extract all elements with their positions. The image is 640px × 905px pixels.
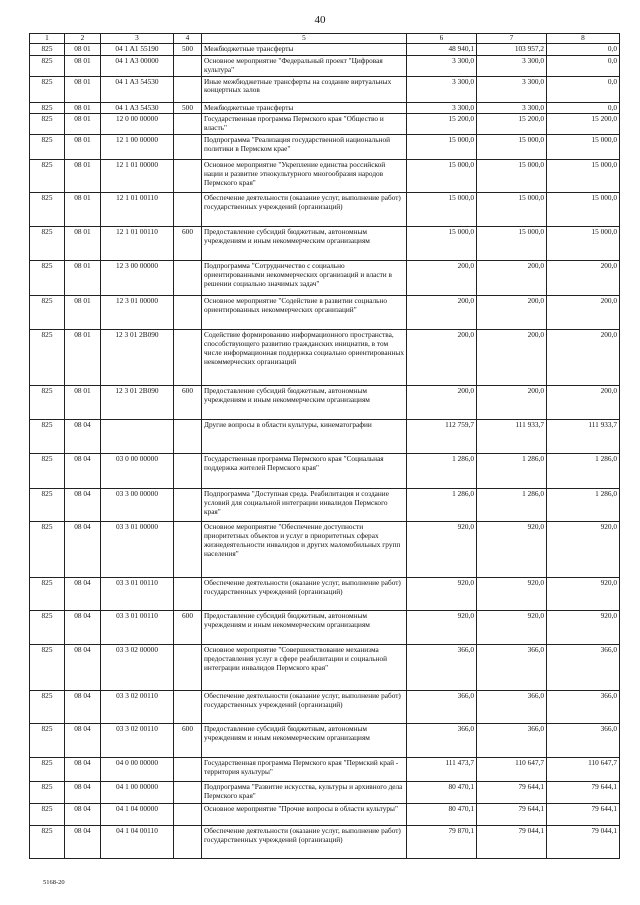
cell-amount-6: 920,0 (407, 522, 477, 578)
cell-amount-6: 15 000,0 (407, 135, 477, 160)
cell-target-article: 12 1 01 00110 (101, 193, 174, 227)
cell-ministry-code: 825 (30, 758, 65, 782)
cell-amount-7: 3 300,0 (477, 55, 547, 76)
cell-amount-8: 200,0 (547, 386, 620, 420)
cell-target-article: 03 3 02 00000 (101, 645, 174, 691)
footer-code: 5168-20 (43, 879, 65, 886)
cell-amount-6: 200,0 (407, 296, 477, 330)
cell-section-code: 08 04 (65, 489, 101, 522)
cell-amount-7: 15 000,0 (477, 227, 547, 261)
table-row (30, 611, 620, 645)
cell-target-article: 03 3 00 00000 (101, 489, 174, 522)
cell-section-code: 08 01 (65, 386, 101, 420)
cell-amount-6: 3 300,0 (407, 76, 477, 102)
cell-target-article: 04 1 04 00110 (101, 826, 174, 859)
cell-name: Основное мероприятие "Прочие вопросы в области культуры" (202, 804, 407, 826)
cell-name: Обеспечение деятельности (оказание услуг, выполнение работ) государственных учреждений (организаций) (202, 826, 407, 859)
cell-amount-7: 200,0 (477, 261, 547, 296)
cell-name: Другие вопросы в области культуры, кинематографии (202, 420, 407, 454)
cell-ministry-code: 825 (30, 296, 65, 330)
cell-target-article: 03 3 02 00110 (101, 691, 174, 724)
cell-amount-7: 920,0 (477, 611, 547, 645)
column-header: 1 (30, 34, 65, 44)
cell-target-article: 03 3 01 00110 (101, 578, 174, 611)
column-header: 2 (65, 34, 101, 44)
cell-amount-7: 1 286,0 (477, 489, 547, 522)
cell-amount-8: 366,0 (547, 645, 620, 691)
cell-amount-7: 366,0 (477, 691, 547, 724)
cell-amount-8: 79 644,1 (547, 782, 620, 804)
table-row (30, 43, 620, 55)
cell-expense-type: 600 (174, 386, 202, 420)
cell-amount-8: 15 200,0 (547, 114, 620, 135)
cell-amount-7: 15 000,0 (477, 160, 547, 193)
cell-target-article: 03 0 00 00000 (101, 454, 174, 489)
cell-target-article: 12 3 01 2B090 (101, 386, 174, 420)
cell-amount-6: 366,0 (407, 691, 477, 724)
cell-ministry-code: 825 (30, 578, 65, 611)
column-header: 7 (477, 34, 547, 44)
cell-expense-type (174, 489, 202, 522)
cell-ministry-code: 825 (30, 420, 65, 454)
cell-name: Обеспечение деятельности (оказание услуг, выполнение работ) государственных учреждений (организаций) (202, 193, 407, 227)
cell-target-article: 12 3 01 00000 (101, 296, 174, 330)
cell-amount-7: 366,0 (477, 724, 547, 758)
table-body (30, 43, 620, 858)
table-row (30, 522, 620, 578)
cell-amount-8: 366,0 (547, 724, 620, 758)
cell-target-article: 04 1 A3 54530 (101, 76, 174, 102)
table-row (30, 724, 620, 758)
cell-expense-type (174, 758, 202, 782)
cell-ministry-code: 825 (30, 261, 65, 296)
cell-amount-6: 1 286,0 (407, 454, 477, 489)
cell-section-code: 08 01 (65, 55, 101, 76)
cell-expense-type (174, 420, 202, 454)
cell-target-article: 04 1 00 00000 (101, 782, 174, 804)
cell-amount-8: 920,0 (547, 578, 620, 611)
cell-ministry-code: 825 (30, 804, 65, 826)
cell-section-code: 08 01 (65, 43, 101, 55)
cell-name: Межбюджетные трансферты (202, 43, 407, 55)
cell-amount-8: 79 044,1 (547, 826, 620, 859)
cell-section-code: 08 04 (65, 826, 101, 859)
cell-ministry-code: 825 (30, 826, 65, 859)
cell-ministry-code: 825 (30, 114, 65, 135)
cell-amount-8: 15 000,0 (547, 193, 620, 227)
cell-ministry-code: 825 (30, 227, 65, 261)
column-header: 5 (202, 34, 407, 44)
cell-expense-type: 500 (174, 43, 202, 55)
cell-amount-6: 3 300,0 (407, 55, 477, 76)
cell-ministry-code: 825 (30, 489, 65, 522)
cell-ministry-code: 825 (30, 386, 65, 420)
cell-ministry-code: 825 (30, 330, 65, 386)
cell-amount-7: 79 044,1 (477, 826, 547, 859)
table-row (30, 55, 620, 76)
cell-amount-7: 3 300,0 (477, 102, 547, 114)
cell-target-article: 12 0 00 00000 (101, 114, 174, 135)
cell-amount-6: 80 470,1 (407, 804, 477, 826)
cell-target-article: 04 1 A3 54530 (101, 102, 174, 114)
cell-ministry-code: 825 (30, 454, 65, 489)
cell-ministry-code: 825 (30, 76, 65, 102)
cell-amount-6: 15 000,0 (407, 160, 477, 193)
cell-target-article (101, 420, 174, 454)
cell-amount-8: 920,0 (547, 611, 620, 645)
table-row (30, 261, 620, 296)
cell-name: Подпрограмма "Развитие искусства, культуры и архивного дела Пермского края" (202, 782, 407, 804)
cell-amount-8: 200,0 (547, 330, 620, 386)
cell-amount-8: 111 933,7 (547, 420, 620, 454)
cell-name: Основное мероприятие "Укрепление единства российской нации и развитие этнокультурного многообразия народов Пермского края" (202, 160, 407, 193)
cell-amount-8: 366,0 (547, 691, 620, 724)
cell-expense-type: 600 (174, 724, 202, 758)
cell-amount-7: 920,0 (477, 522, 547, 578)
cell-name: Государственная программа Пермского края "Социальная поддержка жителей Пермского края" (202, 454, 407, 489)
cell-target-article: 12 3 00 00000 (101, 261, 174, 296)
cell-name: Основное мероприятие "Содействие в развитии социально ориентированных некоммерческих организаций" (202, 296, 407, 330)
column-header: 4 (174, 34, 202, 44)
cell-section-code: 08 04 (65, 724, 101, 758)
table-row (30, 193, 620, 227)
cell-section-code: 08 01 (65, 193, 101, 227)
cell-amount-7: 366,0 (477, 645, 547, 691)
cell-section-code: 08 04 (65, 645, 101, 691)
cell-amount-6: 15 000,0 (407, 227, 477, 261)
cell-amount-7: 920,0 (477, 578, 547, 611)
cell-expense-type (174, 578, 202, 611)
table-row (30, 420, 620, 454)
cell-expense-type (174, 261, 202, 296)
cell-target-article: 03 3 01 00110 (101, 611, 174, 645)
cell-section-code: 08 01 (65, 227, 101, 261)
cell-expense-type (174, 782, 202, 804)
cell-expense-type (174, 691, 202, 724)
cell-amount-8: 0,0 (547, 43, 620, 55)
cell-ministry-code: 825 (30, 102, 65, 114)
cell-amount-8: 0,0 (547, 55, 620, 76)
cell-amount-7: 200,0 (477, 330, 547, 386)
cell-amount-6: 1 286,0 (407, 489, 477, 522)
cell-name: Основное мероприятие "Федеральный проект "Цифровая культура" (202, 55, 407, 76)
cell-section-code: 08 04 (65, 691, 101, 724)
cell-expense-type: 500 (174, 102, 202, 114)
table-row (30, 386, 620, 420)
cell-name: Государственная программа Пермского края "Общество и власть" (202, 114, 407, 135)
cell-section-code: 08 01 (65, 330, 101, 386)
cell-name: Предоставление субсидий бюджетным, автономным учреждениям и иным некоммерческим организациям (202, 724, 407, 758)
table-row (30, 489, 620, 522)
cell-section-code: 08 01 (65, 114, 101, 135)
cell-amount-6: 112 759,7 (407, 420, 477, 454)
cell-name: Подпрограмма "Доступная среда. Реабилитация и создание условий для социальной интеграции инвалидов Пермского края" (202, 489, 407, 522)
cell-amount-6: 920,0 (407, 611, 477, 645)
cell-target-article: 04 1 A3 00000 (101, 55, 174, 76)
cell-target-article: 12 3 01 2B090 (101, 330, 174, 386)
page-number: 40 (314, 14, 326, 26)
table-row (30, 296, 620, 330)
table-row (30, 160, 620, 193)
cell-amount-6: 79 870,1 (407, 826, 477, 859)
cell-expense-type: 600 (174, 227, 202, 261)
table-row (30, 227, 620, 261)
cell-section-code: 08 01 (65, 102, 101, 114)
cell-target-article: 03 3 02 00110 (101, 724, 174, 758)
table-row (30, 578, 620, 611)
cell-expense-type (174, 454, 202, 489)
cell-section-code: 08 04 (65, 804, 101, 826)
table-row (30, 114, 620, 135)
cell-expense-type (174, 135, 202, 160)
cell-amount-7: 15 000,0 (477, 135, 547, 160)
cell-amount-8: 0,0 (547, 102, 620, 114)
cell-ministry-code: 825 (30, 645, 65, 691)
cell-amount-8: 79 644,1 (547, 804, 620, 826)
cell-amount-8: 200,0 (547, 296, 620, 330)
cell-name: Обеспечение деятельности (оказание услуг, выполнение работ) государственных учреждений (организаций) (202, 691, 407, 724)
cell-target-article: 12 1 00 00000 (101, 135, 174, 160)
cell-section-code: 08 01 (65, 135, 101, 160)
cell-amount-6: 200,0 (407, 330, 477, 386)
cell-expense-type (174, 76, 202, 102)
cell-ministry-code: 825 (30, 55, 65, 76)
cell-target-article: 04 0 00 00000 (101, 758, 174, 782)
cell-section-code: 08 04 (65, 611, 101, 645)
cell-section-code: 08 04 (65, 454, 101, 489)
cell-target-article: 04 1 04 00000 (101, 804, 174, 826)
cell-amount-6: 366,0 (407, 724, 477, 758)
cell-amount-6: 366,0 (407, 645, 477, 691)
column-header: 8 (547, 34, 620, 44)
cell-target-article: 04 1 A1 55190 (101, 43, 174, 55)
cell-section-code: 08 04 (65, 578, 101, 611)
cell-ministry-code: 825 (30, 160, 65, 193)
cell-name: Государственная программа Пермского края "Пермский край - территория культуры" (202, 758, 407, 782)
cell-amount-8: 15 000,0 (547, 160, 620, 193)
cell-amount-7: 15 200,0 (477, 114, 547, 135)
cell-expense-type (174, 804, 202, 826)
cell-amount-7: 1 286,0 (477, 454, 547, 489)
cell-amount-8: 200,0 (547, 261, 620, 296)
cell-name: Подпрограмма "Реализация государственной национальной политики в Пермском крае" (202, 135, 407, 160)
cell-expense-type (174, 826, 202, 859)
cell-name: Содействие формированию информационного пространства, способствующего развитию гражданских инициатив, в том числе информационная поддержка социально ориентированных некоммерческих организаций (202, 330, 407, 386)
cell-section-code: 08 01 (65, 76, 101, 102)
cell-section-code: 08 01 (65, 261, 101, 296)
table-row (30, 804, 620, 826)
cell-amount-8: 15 000,0 (547, 135, 620, 160)
cell-ministry-code: 825 (30, 193, 65, 227)
cell-expense-type (174, 296, 202, 330)
table-row (30, 454, 620, 489)
cell-amount-7: 3 300,0 (477, 76, 547, 102)
cell-ministry-code: 825 (30, 724, 65, 758)
cell-amount-8: 110 647,7 (547, 758, 620, 782)
cell-amount-7: 103 957,2 (477, 43, 547, 55)
table-row (30, 135, 620, 160)
cell-expense-type (174, 55, 202, 76)
cell-expense-type (174, 330, 202, 386)
cell-ministry-code: 825 (30, 782, 65, 804)
cell-section-code: 08 01 (65, 160, 101, 193)
cell-amount-8: 1 286,0 (547, 489, 620, 522)
cell-target-article: 03 3 01 00000 (101, 522, 174, 578)
header-row (30, 34, 620, 44)
cell-amount-7: 200,0 (477, 296, 547, 330)
cell-amount-7: 15 000,0 (477, 193, 547, 227)
table-row (30, 691, 620, 724)
budget-table (29, 33, 620, 859)
cell-amount-6: 48 940,1 (407, 43, 477, 55)
table-row (30, 645, 620, 691)
cell-amount-6: 111 473,7 (407, 758, 477, 782)
table-row (30, 782, 620, 804)
cell-amount-7: 110 647,7 (477, 758, 547, 782)
cell-target-article: 12 1 01 00000 (101, 160, 174, 193)
cell-ministry-code: 825 (30, 611, 65, 645)
cell-section-code: 08 04 (65, 782, 101, 804)
table-row (30, 330, 620, 386)
cell-section-code: 08 04 (65, 420, 101, 454)
cell-ministry-code: 825 (30, 691, 65, 724)
table-row (30, 826, 620, 859)
cell-name: Основное мероприятие "Совершенствование механизма предоставления услуг в сфере реабилитации и социальной интеграции инвалидов Пермского края" (202, 645, 407, 691)
cell-amount-6: 15 000,0 (407, 193, 477, 227)
cell-amount-6: 80 470,1 (407, 782, 477, 804)
cell-amount-6: 200,0 (407, 386, 477, 420)
cell-section-code: 08 04 (65, 522, 101, 578)
cell-section-code: 08 04 (65, 758, 101, 782)
cell-target-article: 12 1 01 00110 (101, 227, 174, 261)
cell-name: Иные межбюджетные трансферты на создание виртуальных концертных залов (202, 76, 407, 102)
cell-ministry-code: 825 (30, 522, 65, 578)
cell-expense-type (174, 645, 202, 691)
table-row (30, 758, 620, 782)
cell-amount-7: 79 644,1 (477, 782, 547, 804)
cell-name: Предоставление субсидий бюджетным, автономным учреждениям и иным некоммерческим организациям (202, 386, 407, 420)
cell-amount-8: 0,0 (547, 76, 620, 102)
cell-name: Предоставление субсидий бюджетным, автономным учреждениям и иным некоммерческим организациям (202, 611, 407, 645)
cell-expense-type (174, 114, 202, 135)
cell-name: Предоставление субсидий бюджетным, автономным учреждениям и иным некоммерческим организациям (202, 227, 407, 261)
cell-expense-type (174, 522, 202, 578)
cell-name: Подпрограмма "Сотрудничество с социально ориентированными некоммерческих организаций и власти в решении социально значимых задач" (202, 261, 407, 296)
table-row (30, 102, 620, 114)
cell-amount-8: 1 286,0 (547, 454, 620, 489)
cell-amount-6: 3 300,0 (407, 102, 477, 114)
cell-amount-6: 200,0 (407, 261, 477, 296)
cell-amount-7: 111 933,7 (477, 420, 547, 454)
column-header: 6 (407, 34, 477, 44)
cell-name: Межбюджетные трансферты (202, 102, 407, 114)
cell-expense-type (174, 160, 202, 193)
cell-amount-6: 15 200,0 (407, 114, 477, 135)
cell-name: Основное мероприятие "Обеспечение доступности приоритетных объектов и услуг в приоритетных сферах жизнедеятельности инвалидов и других маломобильных групп населения" (202, 522, 407, 578)
cell-name: Обеспечение деятельности (оказание услуг, выполнение работ) государственных учреждений (организаций) (202, 578, 407, 611)
cell-amount-8: 15 000,0 (547, 227, 620, 261)
cell-amount-8: 920,0 (547, 522, 620, 578)
cell-ministry-code: 825 (30, 43, 65, 55)
table-row (30, 76, 620, 102)
cell-amount-7: 79 644,1 (477, 804, 547, 826)
cell-amount-7: 200,0 (477, 386, 547, 420)
cell-section-code: 08 01 (65, 296, 101, 330)
cell-expense-type (174, 193, 202, 227)
column-header: 3 (101, 34, 174, 44)
cell-amount-6: 920,0 (407, 578, 477, 611)
cell-ministry-code: 825 (30, 135, 65, 160)
cell-expense-type: 600 (174, 611, 202, 645)
